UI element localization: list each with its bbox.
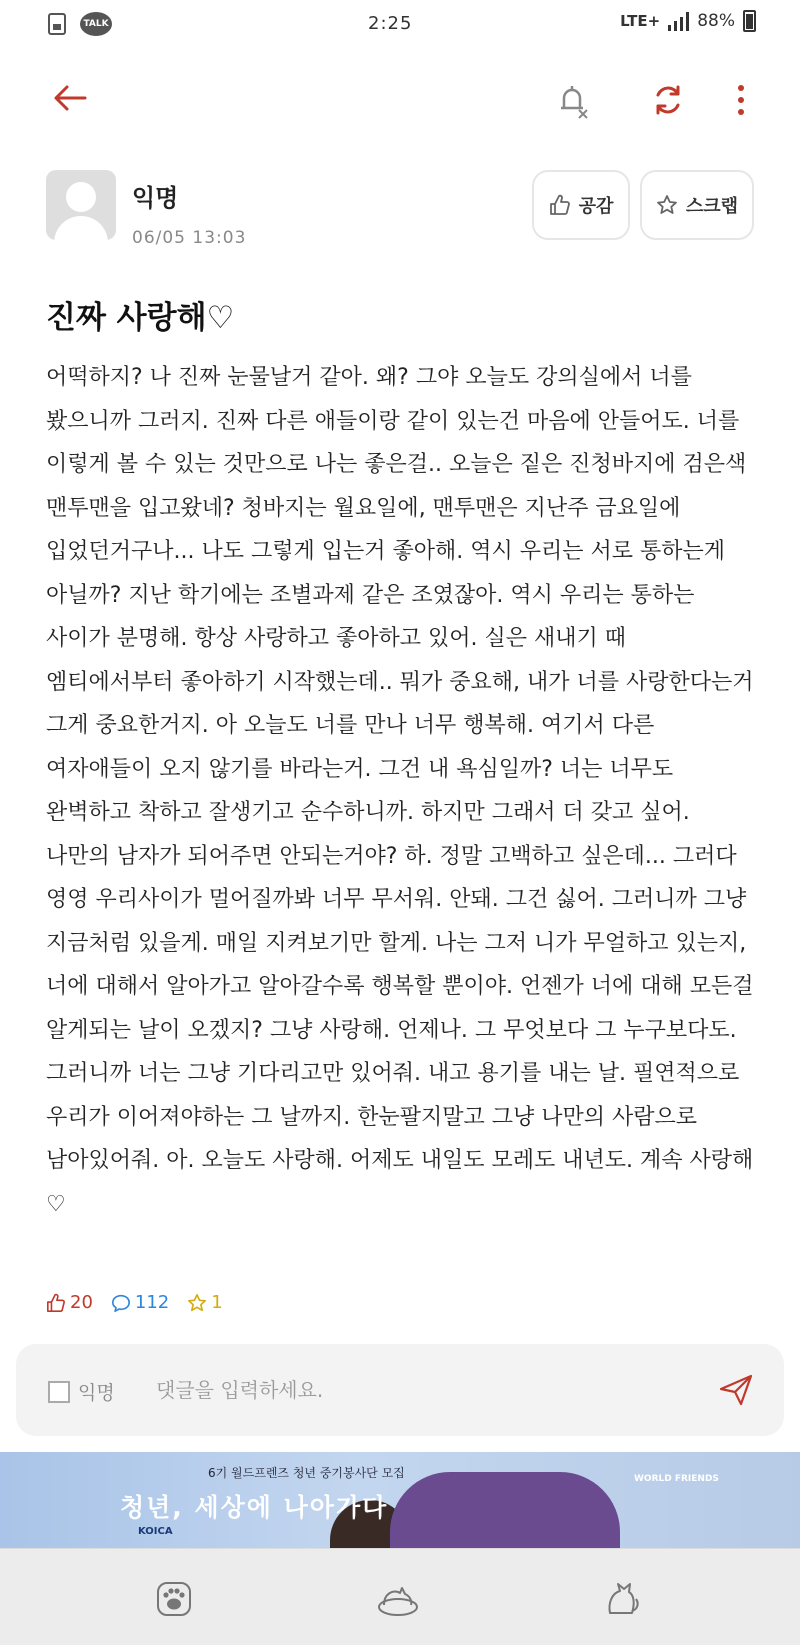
- nav-cat[interactable]: [598, 1575, 646, 1623]
- like-label: 공감: [578, 196, 614, 217]
- thumbs-up-icon: [549, 194, 571, 216]
- send-button[interactable]: [716, 1370, 756, 1410]
- like-button[interactable]: [532, 170, 630, 240]
- author-name: 익명: [132, 184, 179, 212]
- cat-bed-icon: [376, 1579, 420, 1619]
- post-body: 어떡하지? 나 진짜 눈물날거 같아. 왜? 그야 오늘도 강의실에서 너를 봤으니까 그러지. 진짜 다른 애들이랑 같이 있는건 마음에 안들어도. 너를 이렇게 볼 수 있는 것만으로 나는 좋은걸.. 오늘은 짙은 진청바지에 검은색 맨투맨을 입고왔네? 청바지는 월요일에, 맨투맨은 지난주 금요일에 입었던거구나... 나도 그렇게 입는거 좋아해. 역시 우리는 서로 통하는게 아닐까? 지난 학기에는 조별과제 같은 조였잖아. 역시 우리는 통하는 사이가 분명해. 항상 사랑하고 좋아하고 있어. 실은 새내기 때 엠티에서부터 좋아하기 시작했는데.. 뭐가 중요해, 내가 너를 사랑한다는거 그게 중요한거지. 아 오늘도 너를 만나 너무 행복해. 여기서 다른 여자애들이 오지 않기를 바라는거. 그건 내 욕심일까? 너는 너무도 완벽하고 착하고 잘생기고 순수하니까. 하지만 그래서 더 갖고 싶어. 나만의 남자가 되어주면 안되는거야? 하. 정말 고백하고 싶은데... 그러다 영영 우리사이가 멀어질까봐 너무 무서워. 안돼. 그건 싫어. 그러니까 그냥 지금처럼 있을게. 매일 지켜보기만 할게. 나는 그저 니가 무얼하고 있는지, 너에 대해서 알아가고 알아갈수록 행복할 뿐이야. 언젠가 너에 대해 모든걸 알게되는 날이 오겠지? 그냥 사랑해. 언제나. 그 무엇보다 그 누구보다도. 그러니까 너는 그냥 기다리고만 있어줘. 내고 용기를 내는 날. 필연적으로 우리가 이어져야하는 그 날까지. 한눈팔지말고 그냥 나만의 사람으로 남아있어줘. 아. 오늘도 사랑해. 어제도 내일도 모레도 내년도. 계속 사랑해♡: [46, 365, 754, 1217]
- bell-off-icon: [552, 80, 592, 120]
- nav-paw[interactable]: [150, 1575, 198, 1623]
- star-outline-icon: [187, 1293, 207, 1313]
- notification-off-button[interactable]: [550, 78, 594, 122]
- scrap-count-value: 1: [211, 1292, 223, 1313]
- anonymous-label: 익명: [78, 1382, 115, 1404]
- status-time: 2:25: [368, 13, 413, 34]
- thumbs-up-icon: [46, 1293, 66, 1313]
- network-label: LTE+: [620, 12, 661, 30]
- anonymous-checkbox[interactable]: [48, 1378, 115, 1405]
- more-vertical-icon: [736, 83, 746, 117]
- post-date: 06/05 13:03: [132, 228, 247, 248]
- signal-icon: [668, 11, 689, 31]
- ad-photo-volunteer: [390, 1472, 620, 1548]
- avatar: [46, 170, 116, 240]
- like-count-value: 20: [70, 1292, 93, 1313]
- ad-headline: 청년, 세상에 나아가다: [120, 1493, 389, 1522]
- battery-icon: [743, 10, 756, 32]
- refresh-button[interactable]: [646, 78, 690, 122]
- phone-notification-icon: [48, 13, 66, 35]
- scrap-count: [187, 1292, 222, 1313]
- refresh-icon: [648, 80, 688, 120]
- status-right: [620, 10, 756, 32]
- avatar-head: [66, 182, 96, 212]
- checkbox-box[interactable]: [48, 1381, 70, 1403]
- post-author: [46, 170, 446, 260]
- status-left: [48, 12, 112, 36]
- more-options-button[interactable]: [726, 78, 756, 122]
- post-title: 진짜 사랑해♡: [46, 300, 235, 336]
- comment-count-value: 112: [134, 1292, 170, 1313]
- star-outline-icon: [656, 194, 678, 216]
- post-stats: [46, 1292, 223, 1313]
- comment-bar: [16, 1344, 784, 1436]
- comment-input[interactable]: [156, 1368, 696, 1412]
- bottom-nav: [0, 1548, 800, 1645]
- kakaotalk-icon: TALK: [80, 12, 112, 36]
- ad-subtitle: 6기 월드프렌즈 청년 중기봉사단 모집: [208, 1466, 405, 1480]
- like-count: [46, 1292, 93, 1313]
- send-icon: [718, 1372, 754, 1408]
- scrap-label: 스크랩: [685, 196, 739, 217]
- avatar-body: [54, 216, 108, 240]
- cat-icon: [602, 1579, 642, 1619]
- ad-banner[interactable]: [0, 1452, 800, 1548]
- nav-cat-bed[interactable]: [374, 1575, 422, 1623]
- back-button[interactable]: [50, 78, 90, 118]
- app-bar: [0, 60, 800, 140]
- ad-sponsor: KOICA: [138, 1526, 173, 1537]
- paw-icon: [154, 1579, 194, 1619]
- comment-bubble-icon: [111, 1293, 131, 1313]
- battery-percent: 88%: [697, 11, 735, 31]
- world-friends-logo: WORLD FRIENDS: [634, 1474, 719, 1484]
- status-bar: [0, 0, 800, 50]
- comment-count: [111, 1292, 169, 1313]
- back-arrow-icon: [53, 84, 87, 112]
- scrap-button[interactable]: [640, 170, 754, 240]
